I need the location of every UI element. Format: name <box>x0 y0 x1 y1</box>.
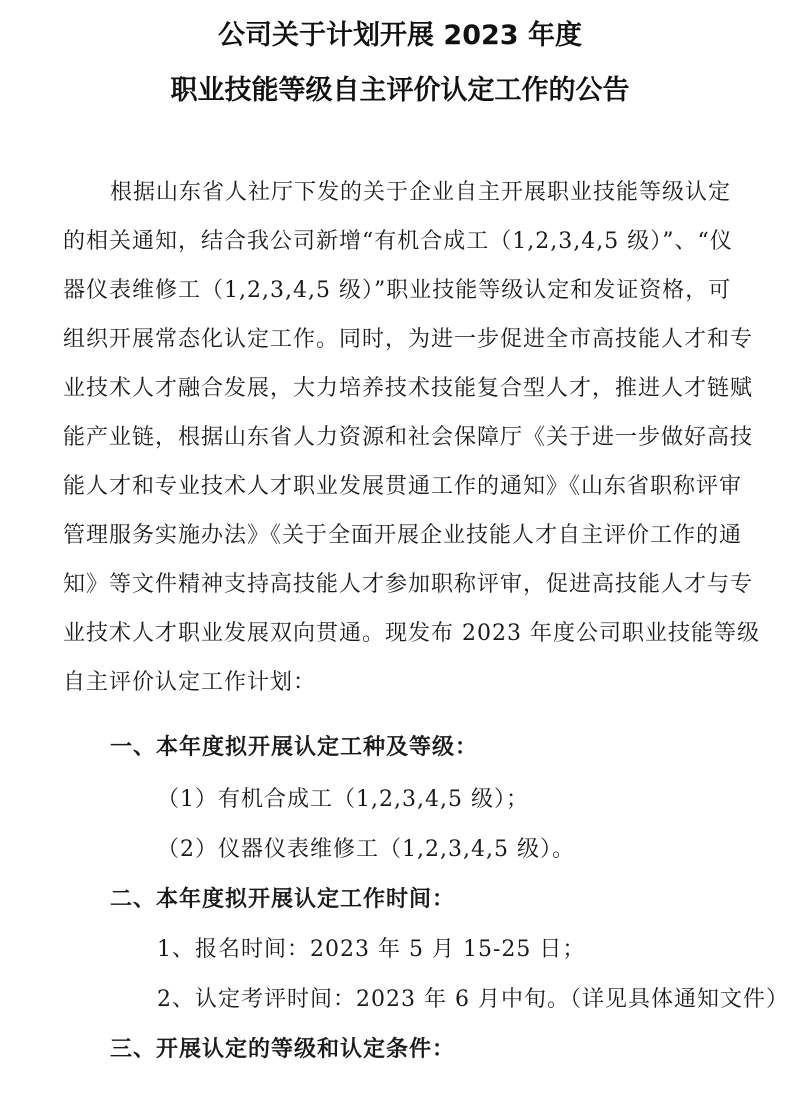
section-2-item-2: 2、认定考评时间：2023 年 6 月中旬。（详见具体通知文件） <box>157 987 789 1012</box>
body-line-10: 业技术人才职业发展双向贯通。现发布 2023 年度公司职业技能等级 <box>63 621 760 646</box>
body-line-8: 管理服务实施办法》《关于全面开展企业技能人才自主评价工作的通 <box>63 523 743 548</box>
body-line-5: 业技术人才融合发展，大力培养技术技能复合型人才，推进人才链赋 <box>63 376 754 401</box>
body-line-3: 器仪表维修工（1,2,3,4,5 级）”职业技能等级认定和发证资格，可 <box>63 278 732 303</box>
section-1-item-1: （1）有机合成工（1,2,3,4,5 级）； <box>157 787 529 812</box>
section-2-item-1: 1、报名时间：2023 年 5 月 15-25 日； <box>157 937 586 962</box>
document-title-line-2: 职业技能等级自主评价认定工作的公告 <box>170 75 630 106</box>
body-line-4: 组织开展常态化认定工作。同时，为进一步促进全市高技能人才和专 <box>63 327 754 352</box>
section-1-item-2: （2）仪器仪表维修工（1,2,3,4,5 级）。 <box>157 837 575 862</box>
body-line-6: 能产业链，根据山东省人力资源和社会保障厅《关于进一步做好高技 <box>63 425 754 450</box>
section-1-heading: 一、本年度拟开展认定工种及等级： <box>110 735 479 760</box>
body-line-2: 的相关通知，结合我公司新增“有机合成工（1,2,3,4,5 级）”、“仪 <box>63 229 733 254</box>
body-line-7: 能人才和专业技术人才职业发展贯通工作的通知》《山东省职称评审 <box>63 474 743 499</box>
document-title-line-1: 公司关于计划开展 2023 年度 <box>218 20 582 51</box>
section-3-heading: 三、开展认定的等级和认定条件： <box>110 1037 456 1062</box>
section-2-heading: 二、本年度拟开展认定工作时间： <box>110 887 456 912</box>
body-line-9: 知》等文件精神支持高技能人才参加职称评审，促进高技能人才与专 <box>63 572 754 597</box>
body-line-1: 根据山东省人社厅下发的关于企业自主开展职业技能等级认定 <box>110 180 732 205</box>
body-line-11: 自主评价认定工作计划： <box>63 670 317 695</box>
